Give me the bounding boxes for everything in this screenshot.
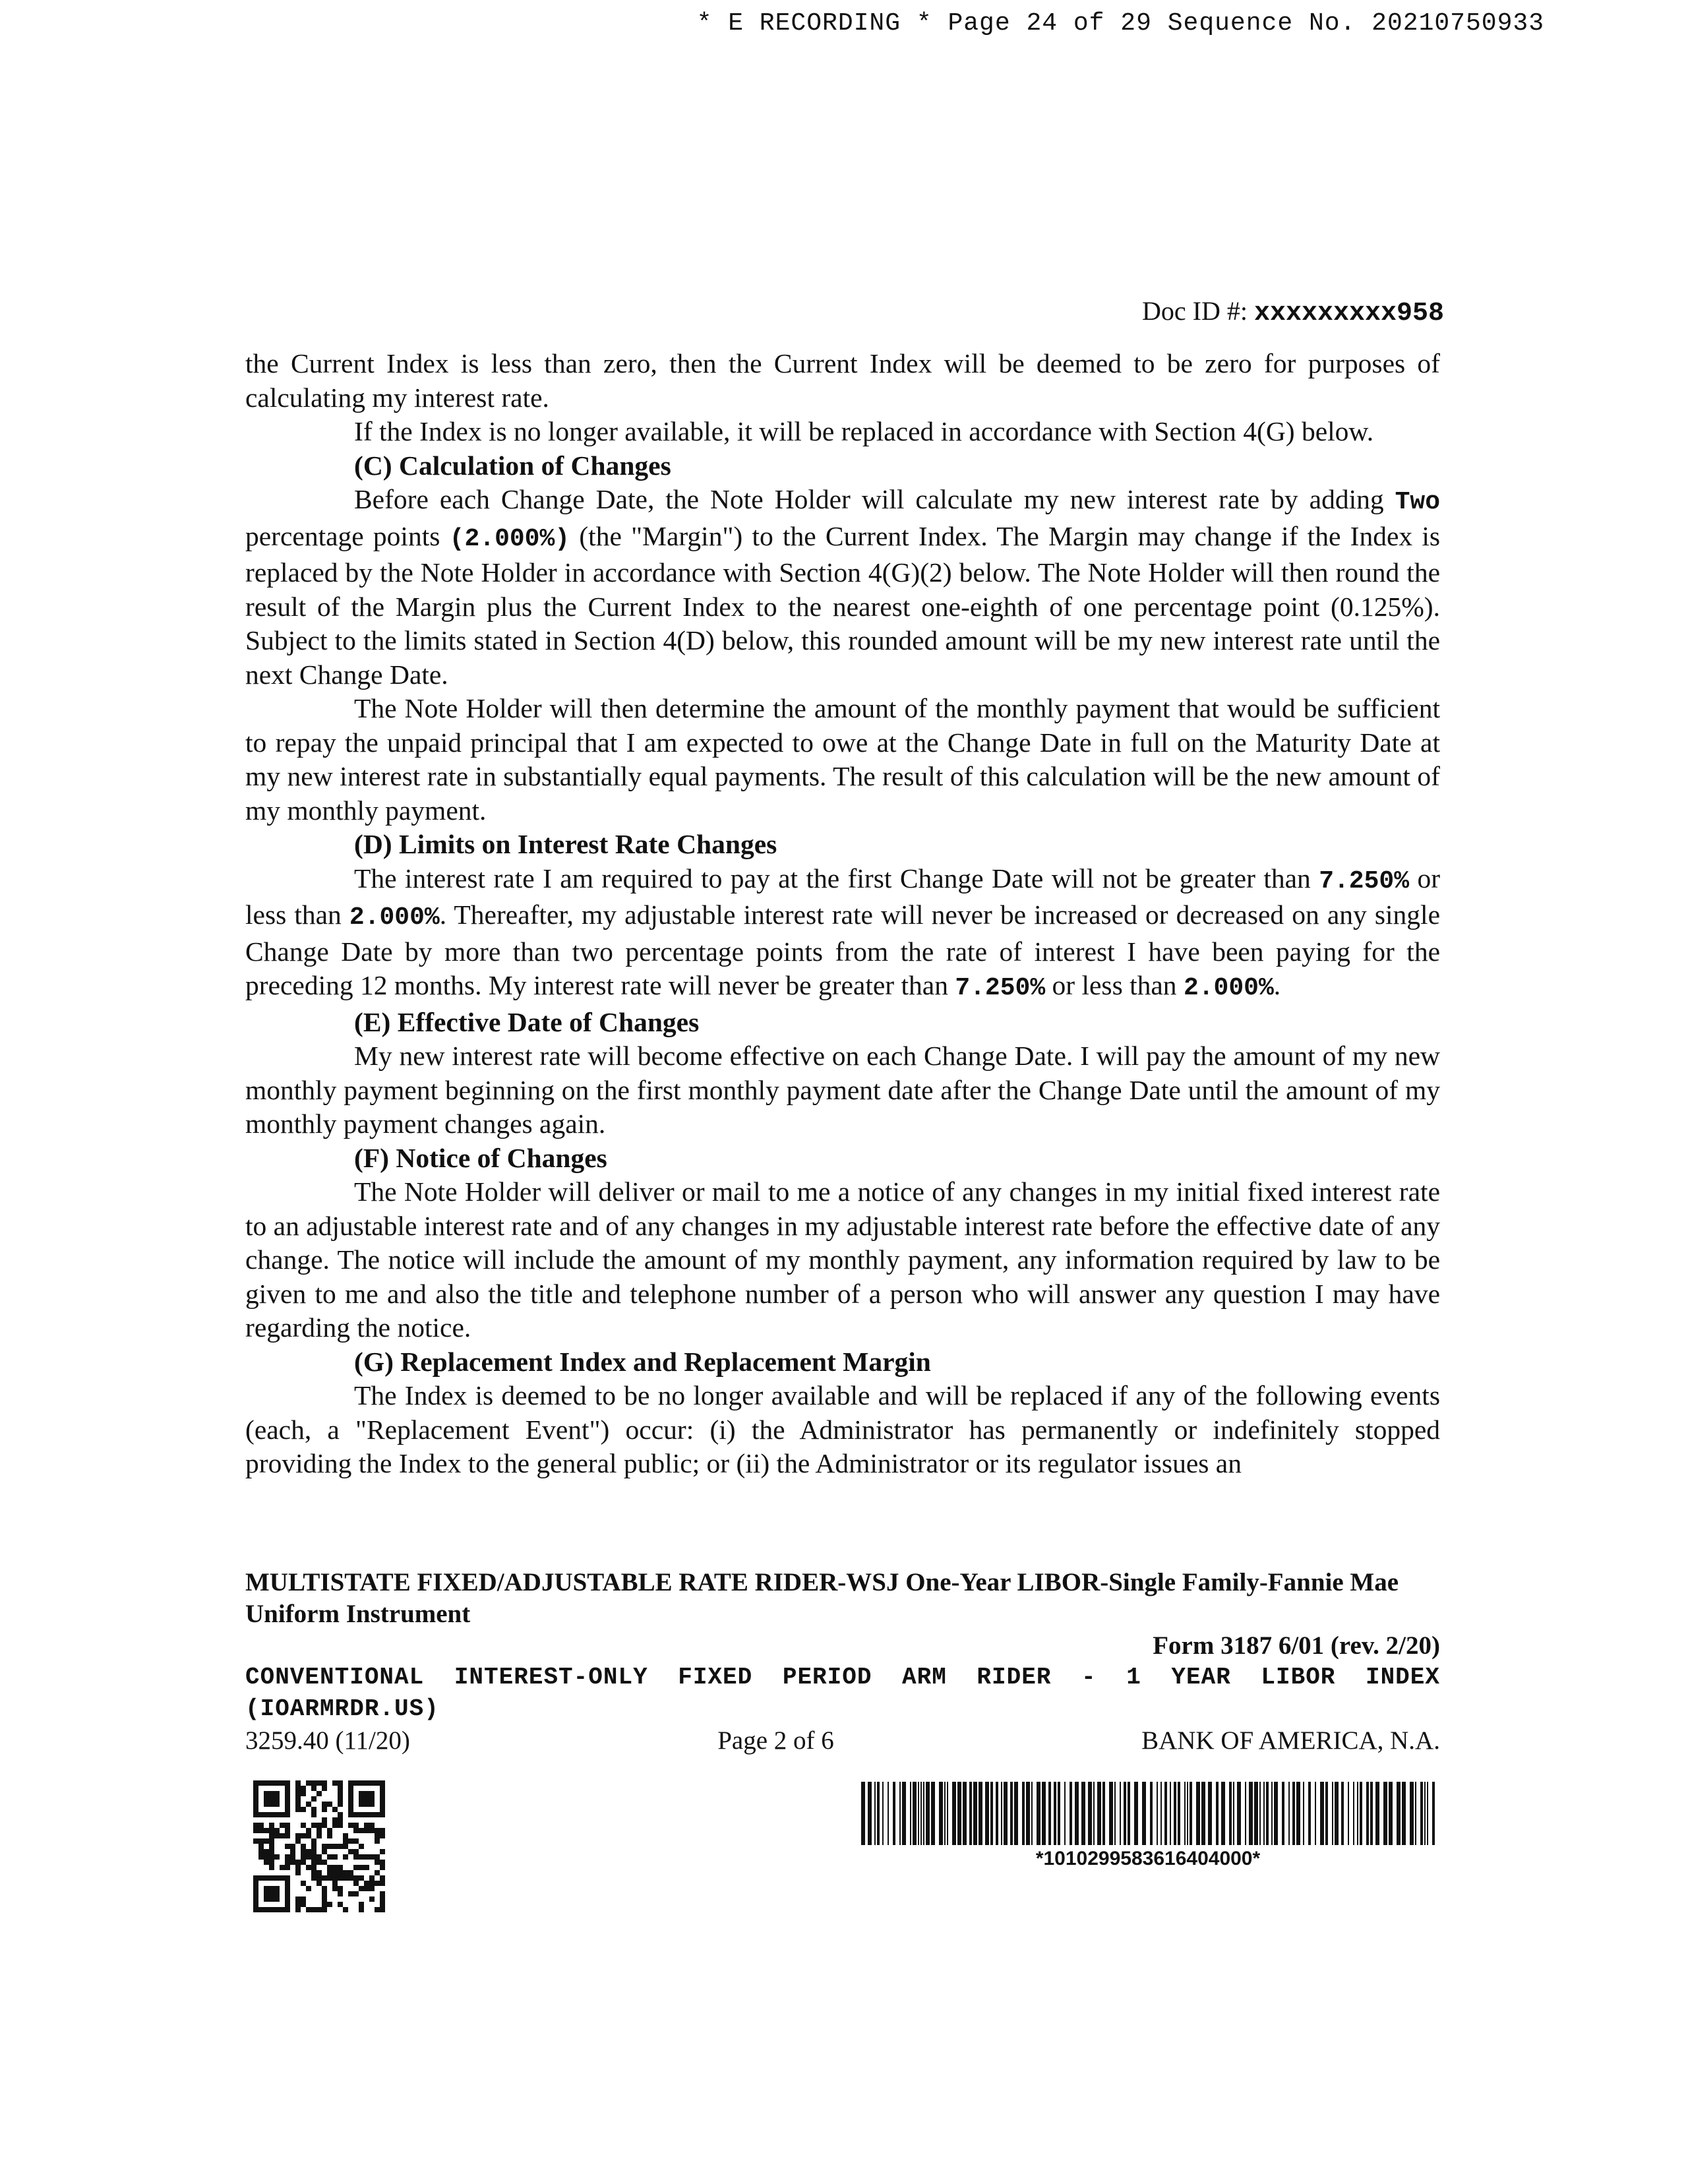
min-rate: 2.000%: [1183, 974, 1274, 1002]
text-segment: or less than: [1052, 970, 1177, 1000]
text-segment: .: [1273, 970, 1281, 1000]
text-segment: or less than: [245, 863, 1441, 930]
barcode-icon: [861, 1782, 1435, 1845]
paragraph-limits: [245, 862, 1440, 1006]
recording-stamp: * E RECORDING * Page 24 of 29 Sequence No. 20210750933: [696, 9, 1544, 38]
doc-id-value: xxxxxxxxx958: [1253, 299, 1444, 328]
paragraph-index-unavailable: If the Index is no longer available, it will be replaced in accordance with Section 4(G) below.: [354, 416, 1374, 446]
form-title: MULTISTATE FIXED/ADJUSTABLE RATE RIDER-WSJ One-Year LIBOR-Single Family-Fannie Mae Uniform Instrument: [245, 1568, 1399, 1628]
paragraph-continued: the Current Index is less than zero, then the Current Index will be deemed to be zero for purposes of calculating my interest rate.: [245, 348, 1440, 413]
form-footer: [245, 1567, 1440, 1757]
text-segment: percentage points: [245, 520, 440, 551]
heading-calculation-of-changes: (C) Calculation of Changes: [354, 450, 671, 481]
paragraph-calculation: [245, 483, 1440, 692]
paragraph-monthly-payment: The Note Holder will then determine the amount of the monthly payment that would be sufficient to repay the unpaid principal that I am expected to owe at the Change Date in full on the Maturity Date at my new interest rate in substantially equal payments. The result of this calculation will be the new amount of my monthly payment.: [245, 693, 1440, 826]
heading-effective-date: (E) Effective Date of Changes: [354, 1006, 700, 1037]
qr-code-icon: [253, 1780, 385, 1912]
min-rate: 2.000%: [349, 903, 440, 932]
heading-limits: (D) Limits on Interest Rate Changes: [354, 829, 777, 859]
document-body: [245, 347, 1440, 1481]
heading-notice: (F) Notice of Changes: [354, 1142, 607, 1173]
doc-id: [1142, 295, 1444, 328]
form-number: Form 3187 6/01 (rev. 2/20): [1153, 1631, 1440, 1660]
barcode-number: *1010299583616404000*: [1035, 1848, 1261, 1869]
text-segment: Before each Change Date, the Note Holder will calculate my new interest rate by adding: [354, 484, 1384, 514]
paragraph-effective-date: My new interest rate will become effective on each Change Date. I will pay the amount of my new monthly payment beginning on the first monthly payment date after the Change Date until the amount of my monthly payment changes again.: [245, 1041, 1440, 1139]
paragraph-replacement-index: The Index is deemed to be no longer available and will be replaced if any of the following events (each, a "Replacement Event") occur: (i) the Administrator has permanently or indefinitely stopped providing the Index to the general public; or (ii) the Administrator or its regulator issues an: [245, 1380, 1440, 1478]
margin-words: Two: [1395, 488, 1441, 516]
rider-title: CONVENTIONAL INTEREST-ONLY FIXED PERIOD ARM RIDER - 1 YEAR LIBOR INDEX (IOARMRDR.US): [245, 1664, 1440, 1722]
max-rate: 7.250%: [1319, 866, 1410, 895]
lender-name: BANK OF AMERICA, N.A.: [1141, 1726, 1440, 1755]
text-segment: (the "Margin") to the Current Index. The Margin may change if the Index is replaced by the Note Holder in accordance with Section 4(G)(2) below. The Note Holder will then round the result of the Margin plus the Current Index to the nearest one-eighth of one percentage point (0.125%). Subject to the limits stated in Section 4(D) below, this rounded amount will be my new interest rate until the next Change Date.: [245, 520, 1441, 690]
margin-percent: (2.000%): [449, 524, 570, 553]
heading-replacement-index: (G) Replacement Index and Replacement Margin: [354, 1346, 931, 1377]
text-segment: The interest rate I am required to pay at the first Change Date will not be greater than: [354, 863, 1311, 894]
footer-row: [245, 1725, 1440, 1757]
max-rate: 7.250%: [955, 974, 1046, 1002]
text-segment: . Thereafter, my adjustable interest rate will never be increased or decreased on any single Change Date by more than two percentage points from the rate of interest I have been paying for the preceding 12 months. My interest rate will never be greater than: [245, 899, 1440, 1000]
form-code: 3259.40 (11/20): [245, 1726, 410, 1755]
barcode-block: [861, 1782, 1435, 1870]
paragraph-notice: The Note Holder will deliver or mail to me a notice of any changes in my initial fixed interest rate to an adjustable interest rate and of any changes in my adjustable interest rate before the effective date of any change. The notice will include the amount of my monthly payment, any information required by law to be given to me and also the title and telephone number of a person who will answer any question I may have regarding the notice.: [245, 1176, 1440, 1343]
doc-id-label: Doc ID #:: [1141, 296, 1248, 326]
page-number: Page 2 of 6: [717, 1726, 834, 1755]
